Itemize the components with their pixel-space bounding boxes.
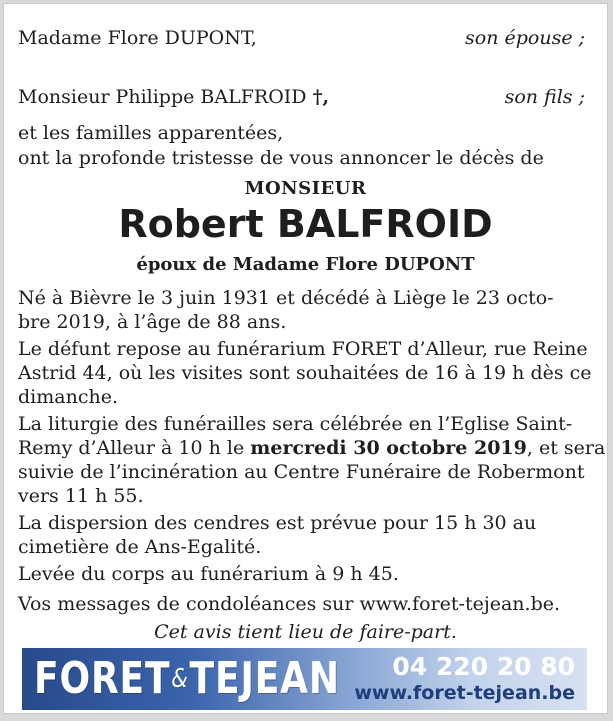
liturgy-line-2-start: Remy d’Alleur à 10 h le (18, 437, 251, 459)
liturgy-paragraph (18, 412, 606, 508)
ashes-paragraph (18, 511, 578, 559)
phone-number: 04 220 20 80 (392, 652, 575, 681)
liturgy-line-2-end: , et sera (526, 437, 606, 459)
funeral-home-logo: FORET&TEJEAN (34, 653, 340, 704)
deceased-name: Robert BALFROID (118, 202, 493, 246)
lift-paragraph: Levée du corps au funérarium à 9 h 45. (18, 563, 399, 585)
ashes-line-1: La dispersion des cendres est prévue pour 15 h 30 au (18, 512, 537, 534)
son-role: son fils ; (504, 86, 585, 108)
ashes-line-2: cimetière de Ans-Egalité. (18, 536, 262, 558)
funeral-home-banner (22, 648, 587, 710)
birth-paragraph (18, 286, 578, 334)
rest-line-3: dimanche. (18, 386, 118, 408)
liturgy-line-4: vers 11 h 55. (18, 485, 144, 507)
rest-line-1: Le défunt repose au funérarium FORET d’Alleur, rue Reine (18, 338, 588, 360)
son-line (18, 85, 329, 109)
messages-paragraph: Vos messages de condoléances sur www.foret-tejean.be. (18, 593, 561, 615)
cross-icon: †, (312, 86, 330, 108)
rest-paragraph (18, 337, 592, 409)
announcement-line: ont la profonde tristesse de vous annoncer le décès de (18, 147, 544, 169)
spouse-name: Madame Flore DUPONT, (18, 27, 257, 49)
son-name: Monsieur Philippe BALFROID (18, 86, 307, 108)
deceased-title: MONSIEUR (244, 178, 367, 199)
obituary-notice (3, 3, 608, 714)
liturgy-line-2 (18, 436, 606, 460)
birth-line-1: Né à Bièvre le 3 juin 1931 et décédé à Liège le 23 octo- (18, 287, 554, 309)
liturgy-line-3: suivie de l’incinération au Centre Funéraire de Robermont (18, 461, 585, 483)
funeral-date: mercredi 30 octobre 2019 (250, 437, 527, 459)
families-line: et les familles apparentées, (18, 122, 284, 144)
spouse-role: son épouse ; (465, 27, 585, 49)
birth-line-2: bre 2019, à l’âge de 88 ans. (18, 311, 287, 333)
deceased-spouse-line: époux de Madame Flore DUPONT (136, 254, 475, 275)
liturgy-line-1: La liturgie des funérailles sera célébrée en l’Eglise Saint- (18, 413, 573, 435)
faire-part-note: Cet avis tient lieu de faire-part. (154, 621, 457, 643)
website-link[interactable]: www.foret-tejean.be (354, 682, 575, 704)
rest-line-2: Astrid 44, où les visites sont souhaitées de 16 à 19 h dès ce (18, 362, 592, 384)
